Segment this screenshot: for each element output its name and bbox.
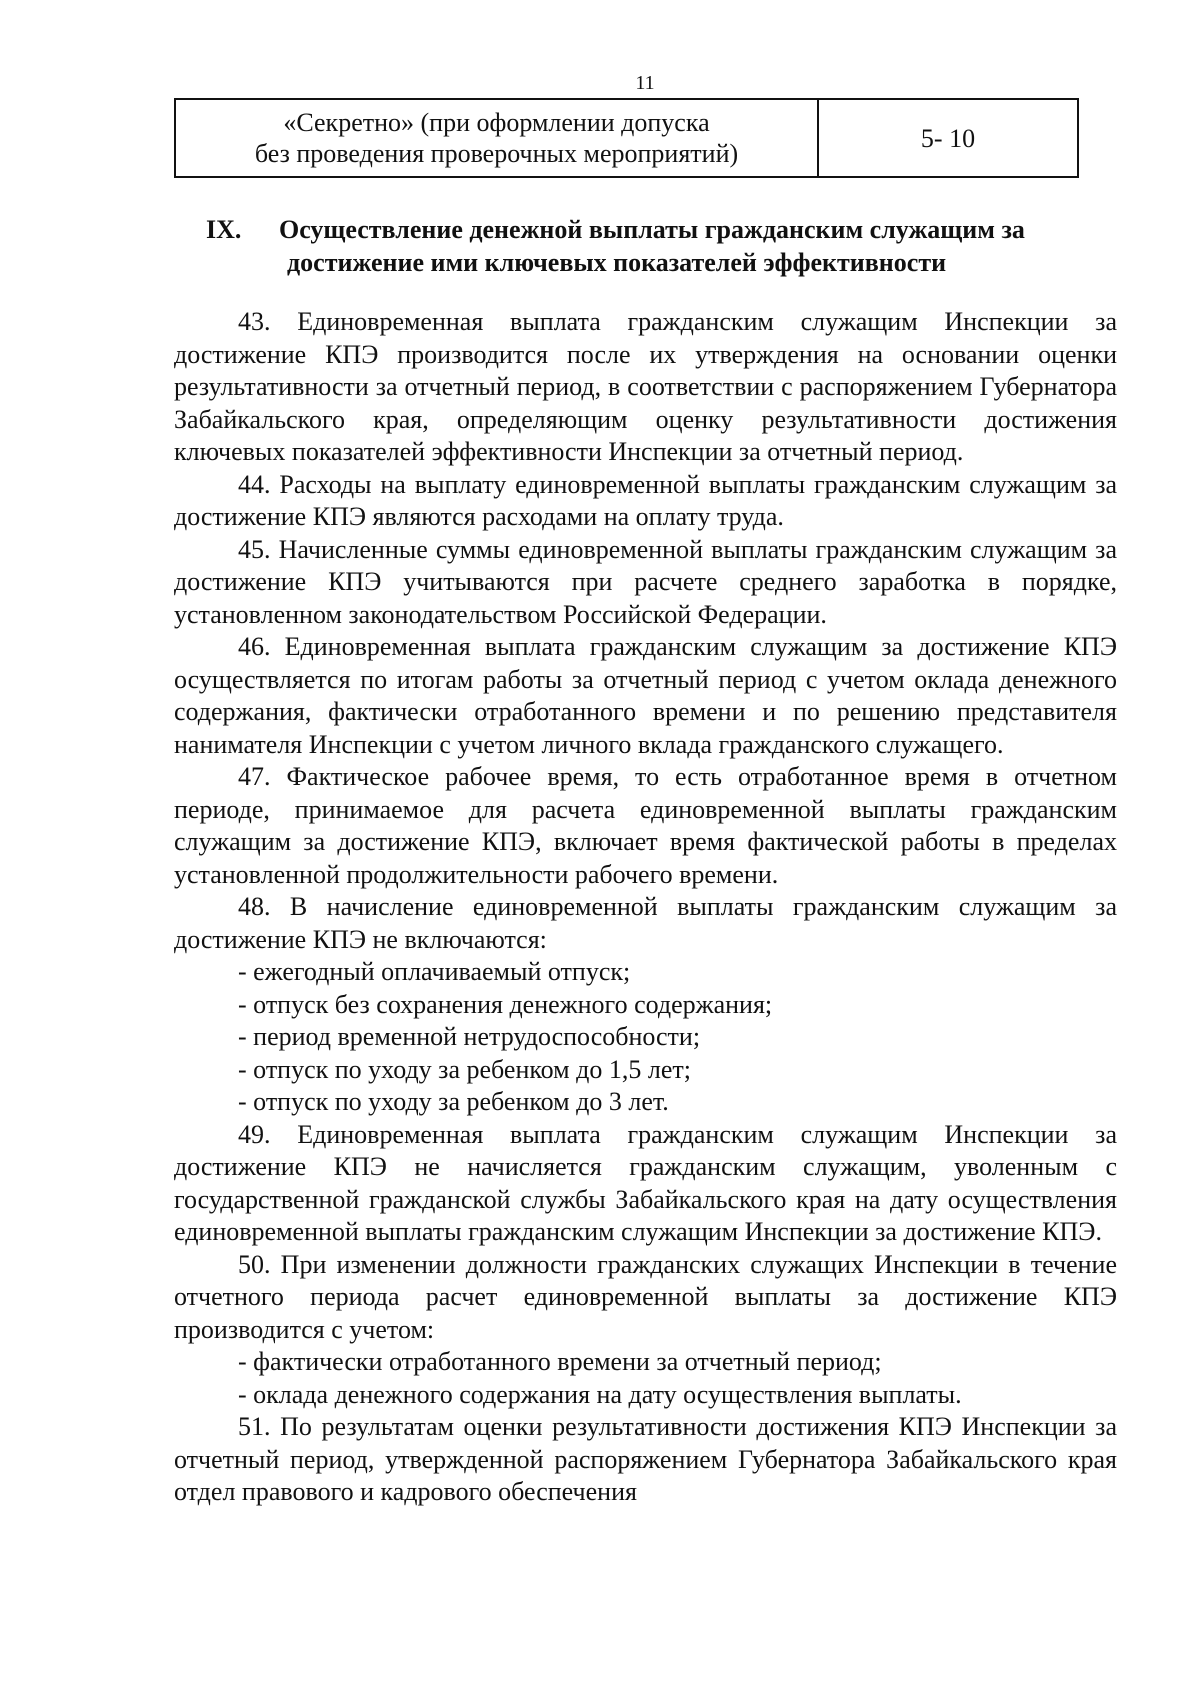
clearance-table	[174, 98, 1079, 178]
paragraph-45: 45. Начисленные суммы единовременной выплаты гражданским служащим за достижение КПЭ учитываются при расчете среднего заработка в порядке, установленном законодательством Российской Федерации.	[174, 534, 1117, 629]
section-title-line-1: Осуществление денежной выплаты гражданским служащим за	[279, 215, 1025, 244]
list-item: - отпуск без сохранения денежного содержания;	[238, 989, 773, 1019]
paragraph-43: 43. Единовременная выплата гражданским служащим Инспекции за достижение КПЭ производится после их утверждения на основании оценки результативности за отчетный период, в соответствии с распоряжением Губернатора Забайкальского края, определяющим оценку результативности достижения ключевых показателей эффективности Инспекции за отчетный период.	[174, 307, 1117, 466]
list-item: - ежегодный оплачиваемый отпуск;	[238, 957, 631, 986]
list-item: - период временной нетрудоспособности;	[238, 1022, 701, 1051]
section-title-line-2: достижение ими ключевых показателей эффективности	[287, 248, 947, 277]
clearance-type-cell	[175, 99, 818, 177]
page-number: 11	[635, 72, 655, 94]
list-item: - отпуск по уходу за ребенком до 3 лет.	[238, 1087, 669, 1116]
paragraph-44: 44. Расходы на выплату единовременной выплаты гражданским служащим за достижение КПЭ являются расходами на оплату труда.	[174, 469, 1117, 531]
list-item: - отпуск по уходу за ребенком до 1,5 лет;	[238, 1054, 691, 1084]
clearance-type-line-2: без проведения проверочных мероприятий)	[254, 139, 739, 168]
list-item: - оклада денежного содержания на дату осуществления выплаты.	[238, 1379, 962, 1409]
section-number: IX.	[206, 215, 242, 244]
document-body	[174, 306, 1117, 1509]
clearance-type-line-1: «Секретно» (при оформлении допуска	[283, 108, 710, 137]
clearance-value-cell: 5- 10	[818, 99, 1078, 177]
paragraph-49: 49. Единовременная выплата гражданским служащим Инспекции за достижение КПЭ не начисляется гражданским служащим, уволенным с государственной гражданской службы Забайкальского края на дату осуществления единовременной выплаты гражданским служащим Инспекции за достижение КПЭ.	[174, 1119, 1117, 1246]
list-item: - фактически отработанного времени за отчетный период;	[238, 1347, 882, 1376]
paragraph-47: 47. Фактическое рабочее время, то есть отработанное время в отчетном периоде, принимаемое для расчета единовременной выплаты гражданским служащим за достижение КПЭ, включает время фактической работы в пределах установленной продолжительности рабочего времени.	[174, 762, 1117, 889]
paragraph-50: 50. При изменении должности гражданских служащих Инспекции в течение отчетного периода расчет единовременной выплаты за достижение КПЭ производится с учетом:	[174, 1249, 1117, 1344]
paragraph-51: 51. По результатам оценки результативности достижения КПЭ Инспекции за отчетный период, утвержденной распоряжением Губернатора Забайкальского края отдел правового и кадрового обеспечения	[174, 1412, 1117, 1506]
paragraph-48: 48. В начисление единовременной выплаты гражданским служащим за достижение КПЭ не включаются:	[174, 892, 1117, 954]
paragraph-46: 46. Единовременная выплата гражданским служащим за достижение КПЭ осуществляется по итогам работы за отчетный период с учетом оклада денежного содержания, фактически отработанного времени и по решению представителя нанимателя Инспекции с учетом личного вклада гражданского служащего.	[174, 632, 1117, 759]
table-row	[175, 99, 1078, 177]
